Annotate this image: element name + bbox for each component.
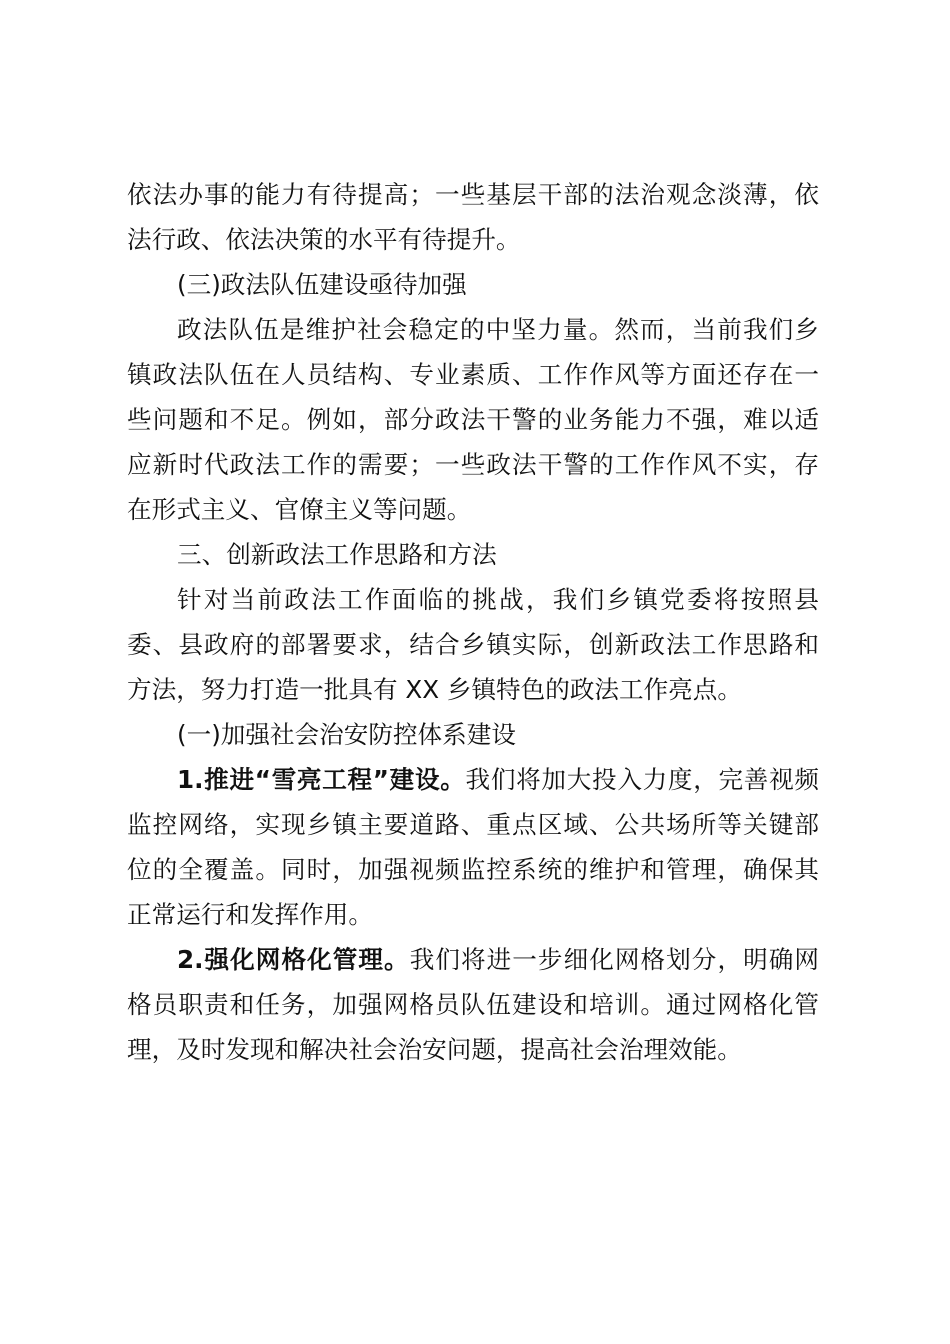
text-line: 理，及时发现和解决社会治安问题，提高社会治理效能。 — [127, 1035, 742, 1064]
section-heading — [127, 532, 819, 577]
text-line: (三)政法队伍建设亟待加强 — [177, 270, 467, 299]
paragraph — [127, 577, 819, 712]
text-line: 委、县政府的部署要求，结合乡镇实际，创新政法工作思路和 — [127, 630, 819, 659]
document-body — [127, 172, 819, 1072]
paragraph — [127, 172, 819, 262]
text-line: 格员职责和任务，加强网格员队伍建设和培训。通过网格化管 — [127, 990, 819, 1019]
text-line: (一)加强社会治安防控体系建设 — [177, 720, 516, 749]
text-line: 依法办事的能力有待提高；一些基层干部的法治观念淡薄，依 — [127, 180, 819, 209]
text-line: 应新时代政法工作的需要；一些政法干警的工作作风不实，存 — [127, 450, 819, 479]
text-line: 正常运行和发挥作用。 — [127, 900, 373, 929]
bold-lead: 1.推进“雪亮工程”建设。 — [177, 765, 466, 794]
text-line — [127, 937, 819, 982]
paragraph — [127, 307, 819, 532]
text-line: 在形式主义、官僚主义等问题。 — [127, 495, 472, 524]
text-run: 我们将进一步细化网格划分，明确网 — [409, 945, 819, 974]
text-run: 我们将加大投入力度，完善视频 — [465, 765, 819, 794]
text-line: 针对当前政法工作面临的挑战，我们乡镇党委将按照县 — [177, 585, 819, 614]
bold-lead: 2.强化网格化管理。 — [177, 945, 410, 974]
text-line: 政法队伍是维护社会稳定的中坚力量。然而，当前我们乡 — [177, 315, 819, 344]
subsection-heading — [127, 262, 819, 307]
text-line: 三、创新政法工作思路和方法 — [177, 540, 497, 569]
text-line: 镇政法队伍在人员结构、专业素质、工作作风等方面还存在一 — [127, 360, 819, 389]
text-line: 方法，努力打造一批具有 XX 乡镇特色的政法工作亮点。 — [127, 675, 742, 704]
paragraph — [127, 757, 819, 937]
subsection-heading — [127, 712, 819, 757]
text-line — [127, 757, 819, 802]
text-line: 些问题和不足。例如，部分政法干警的业务能力不强，难以适 — [127, 405, 819, 434]
text-line: 监控网络，实现乡镇主要道路、重点区域、公共场所等关键部 — [127, 810, 819, 839]
text-line: 法行政、依法决策的水平有待提升。 — [127, 225, 521, 254]
text-line: 位的全覆盖。同时，加强视频监控系统的维护和管理，确保其 — [127, 855, 819, 884]
paragraph — [127, 937, 819, 1072]
